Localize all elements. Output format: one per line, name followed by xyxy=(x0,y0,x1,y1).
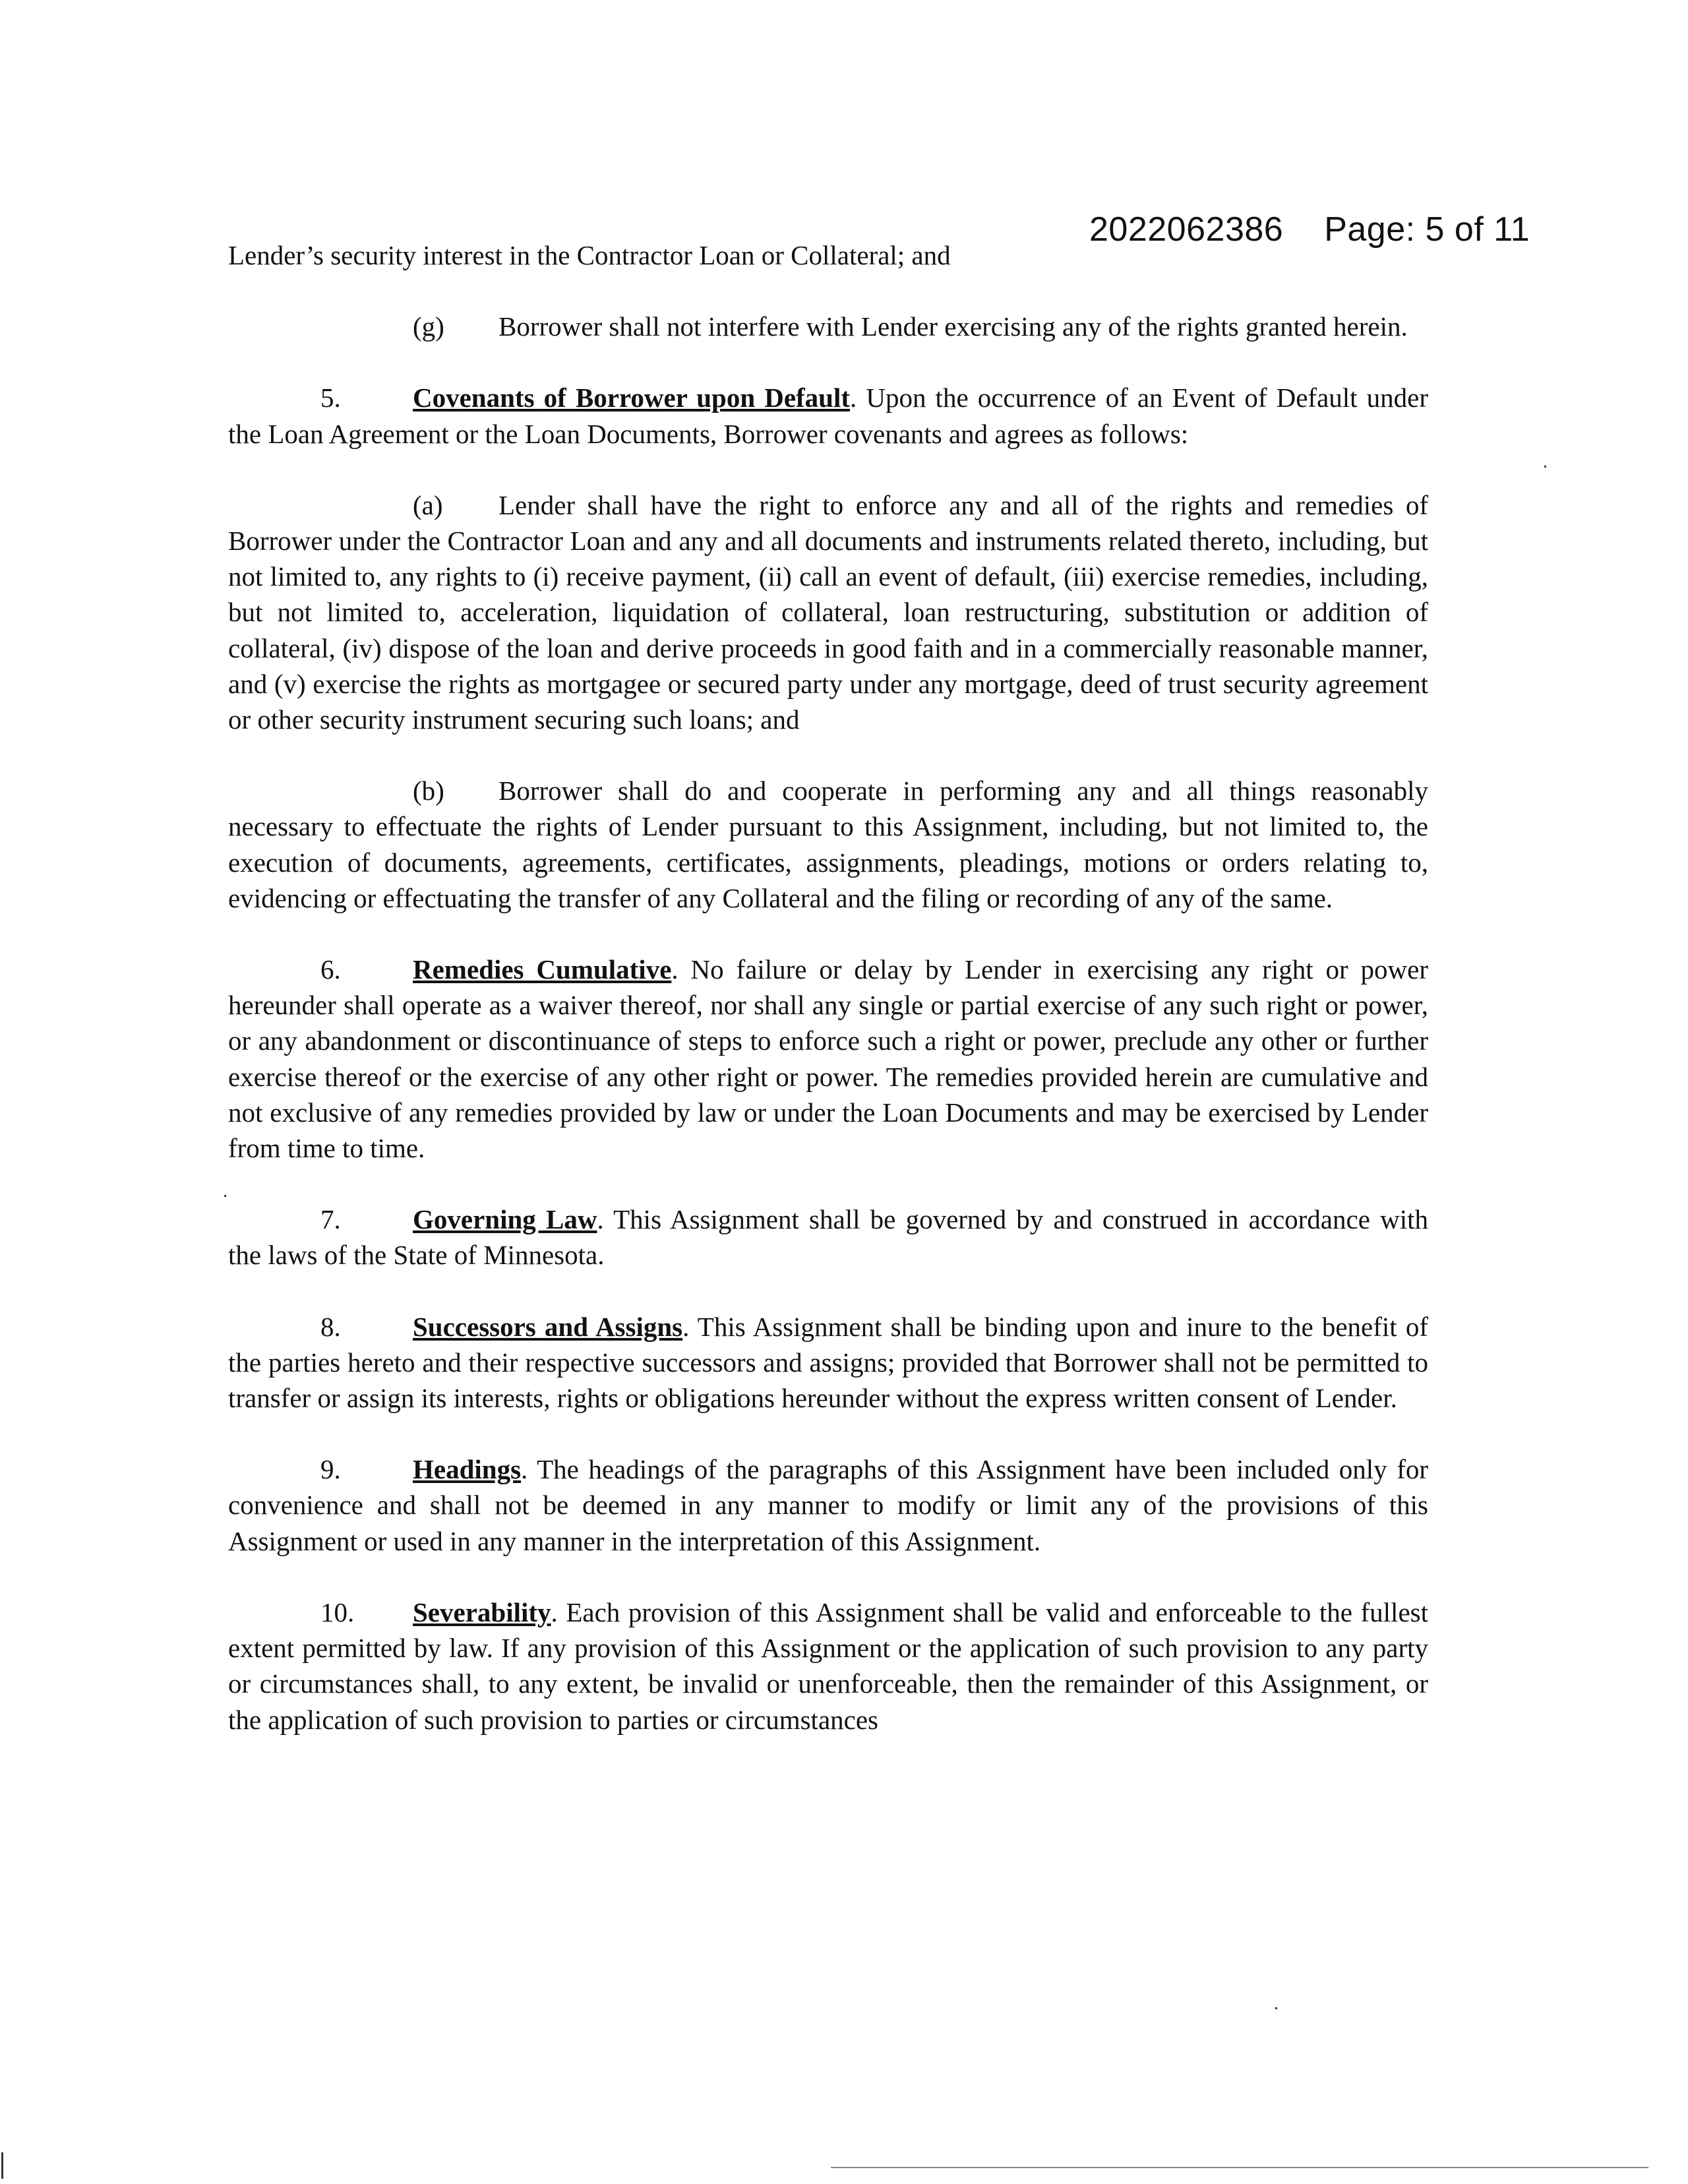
subsection-g-text: Borrower shall not interfere with Lender exercising any of the rights granted herein. xyxy=(498,311,1408,342)
page-indicator: Page: 5 of 11 xyxy=(1324,210,1530,249)
section-10 xyxy=(228,1594,1428,1738)
intro-line xyxy=(228,237,1428,273)
document-body xyxy=(228,237,1428,1773)
section-5 xyxy=(228,380,1428,451)
section-5-heading: Covenants of Borrower upon Default xyxy=(413,382,851,413)
section-6-text: . No failure or delay by Lender in exercising any right or power hereunder shall operate as a waiver thereof, nor shall any single or partial exercise of any such right or power, or any abandonment or discontinuance of steps to enforce such a right or power, preclude any other or further exercise thereof or the exercise of any other right or power. The remedies provided herein are cumulative and not exclusive of any remedies provided by law or under the Loan Documents and may be exercised by Lender from time to time. xyxy=(228,954,1428,1164)
section-8-heading: Successors and Assigns xyxy=(413,1311,683,1342)
section-5-text: . Upon the occurrence of an Event of Default under the Loan Agreement or the Loan Documents, Borrower covenants and agrees as follows: xyxy=(228,382,1428,449)
subsection-g-label: (g) xyxy=(413,311,444,342)
section-10-text: . Each provision of this Assignment shall be valid and enforceable to the fullest extent permitted by law. If any provision of this Assignment or the application of such provision to any party or circumstances shall, to any extent, be invalid or unenforceable, then the remainder of this Assignment, or the application of such provision to parties or circumstances xyxy=(228,1596,1428,1735)
subsection-a-text: Lender shall have the right to enforce any and all of the rights and remedies of Borrower under the Contractor Loan and any and all documents and instruments related thereto, including, but not limited to, any rights to (i) receive payment, (ii) call an event of default, (iii) exercise remedies, including, but not limited to, acceleration, liquidation of collateral, loan restructuring, substitution or addition of collateral, (iv) dispose of the loan and derive proceeds in good faith and in a commercially reasonable manner, and (v) exercise the rights as mortgagee or secured party under any mortgage, deed of trust security agreement or other security instrument securing such loans; and xyxy=(228,489,1428,735)
subsection-b-text: Borrower shall do and cooperate in performing any and all things reasonably necessary to effectuate the rights of Lender pursuant to this Assignment, including, but not limited to, the execution of documents, agreements, certificates, assignments, pleadings, motions or orders relating to, evidencing or effectuating the transfer of any Collateral and the filing or recording of any of the same. xyxy=(228,775,1428,913)
section-6-heading: Remedies Cumulative xyxy=(413,954,672,985)
intro-line-text: Lender’s security interest in the Contractor Loan or Collateral; and xyxy=(228,240,951,270)
subsection-b xyxy=(228,773,1428,916)
scan-speck xyxy=(224,1195,226,1197)
subsection-b-label: (b) xyxy=(413,775,444,806)
section-8-text: . This Assignment shall be binding upon and inure to the benefit of the parties hereto and their respective successors and assigns; provided that Borrower shall not be permitted to transfer or assign its interests, rights or obligations hereunder without the express written consent of Lender. xyxy=(228,1311,1428,1414)
section-7-heading: Governing Law xyxy=(413,1204,597,1235)
subsection-g xyxy=(228,309,1428,344)
section-6-number: 6. xyxy=(320,954,341,985)
document-number: 2022062386 xyxy=(1089,210,1284,249)
section-7-number: 7. xyxy=(320,1204,341,1235)
subsection-a xyxy=(228,487,1428,737)
scan-speck xyxy=(1544,466,1546,468)
section-7-text: . This Assignment shall be governed by and construed in accordance with the laws of the State of Minnesota. xyxy=(228,1204,1428,1271)
section-6 xyxy=(228,952,1428,1166)
section-8-number: 8. xyxy=(320,1311,341,1342)
section-7 xyxy=(228,1201,1428,1273)
section-10-number: 10. xyxy=(320,1596,355,1627)
section-9-text: . The headings of the paragraphs of this Assignment have been included only for convenience and shall not be deemed in any manner to modify or limit any of the provisions of this Assignment or used in any manner in the interpretation of this Assignment. xyxy=(228,1454,1428,1556)
scan-speck xyxy=(1275,2007,1277,2009)
subsection-a-label: (a) xyxy=(413,489,443,520)
section-8 xyxy=(228,1309,1428,1416)
section-5-number: 5. xyxy=(320,382,341,413)
section-9 xyxy=(228,1451,1428,1559)
section-10-heading: Severability xyxy=(413,1596,551,1627)
scan-edge-mark xyxy=(1,2152,3,2179)
section-9-heading: Headings xyxy=(413,1454,522,1485)
scan-bottom-rule xyxy=(831,2167,1648,2168)
section-9-number: 9. xyxy=(320,1454,341,1485)
